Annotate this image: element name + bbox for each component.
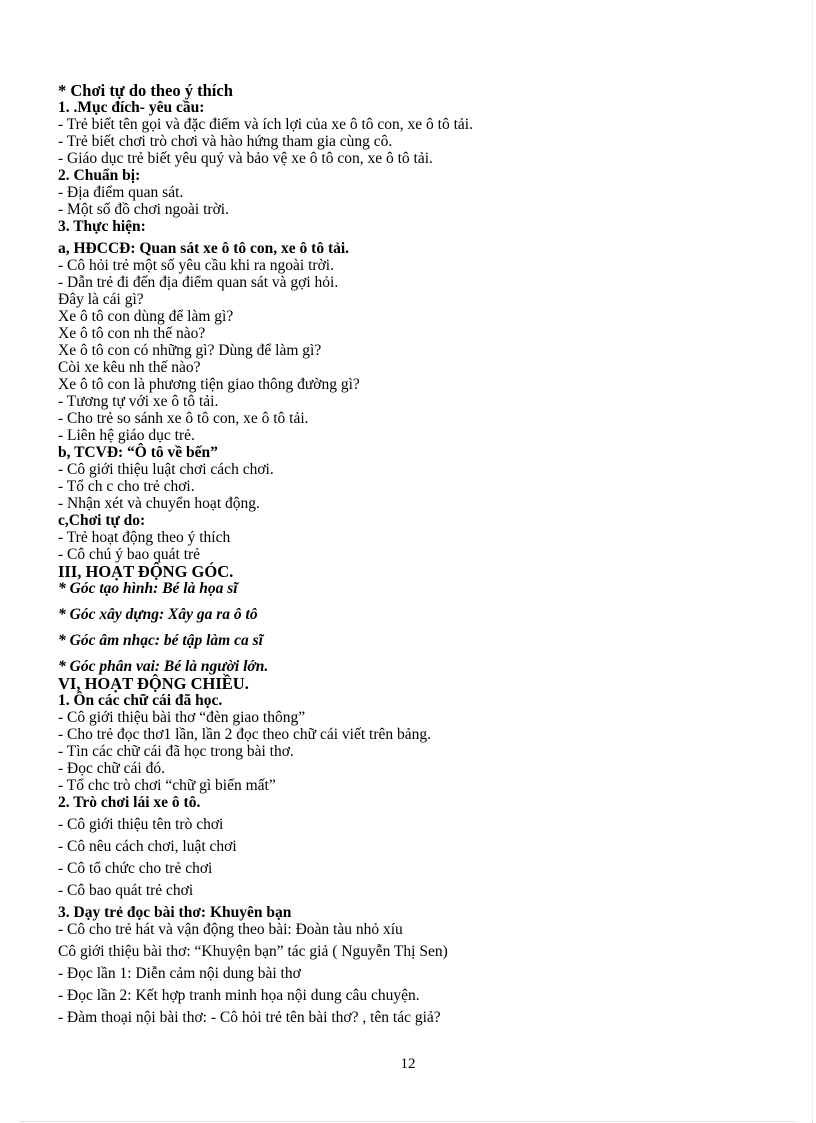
text-line: - Cô hỏi trẻ một số yêu cầu khi ra ngoài trời.: [58, 257, 334, 274]
text-line: - Đàm thoại nội bài thơ: - Cô hỏi trẻ tên bài thơ? , tên tác giả?: [58, 1009, 441, 1026]
text-line: - Đọc lần 1: Diễn cảm nội dung bài thơ: [58, 965, 301, 982]
text-line: b, TCVĐ: “Ô tô về bến”: [58, 444, 218, 461]
page-bottom-border: [20, 1121, 796, 1122]
text-line: * Góc xây dựng: Xây ga ra ô tô: [58, 606, 258, 623]
page-number: 12: [400, 1056, 416, 1072]
text-line: - Trẻ hoạt động theo ý thích: [58, 529, 231, 546]
text-line: - Tương tự với xe ô tô tải.: [58, 393, 219, 410]
text-line: 3. Dạy trẻ đọc bài thơ: Khuyên bạn: [58, 904, 292, 921]
text-line: - Cô tổ chức cho trẻ chơi: [58, 860, 213, 877]
text-line: - Dẫn trẻ đi đến địa điểm quan sát và gợi hỏi.: [58, 274, 339, 291]
text-line: - Đọc chữ cái đó.: [58, 760, 165, 777]
document-body: [58, 82, 758, 1026]
text-line: - Cô bao quát trẻ chơi: [58, 882, 194, 899]
text-line: * Chơi tự do theo ý thích: [58, 81, 233, 100]
text-line: - Cô nêu cách chơi, luật chơi: [58, 838, 237, 855]
text-line: III, HOẠT ĐỘNG GÓC.: [58, 562, 234, 581]
text-line: - Địa điểm quan sát.: [58, 184, 184, 201]
text-line: * Góc tạo hình: Bé là họa sĩ: [58, 580, 238, 597]
text-line: 2. Trò chơi lái xe ô tô.: [58, 794, 201, 811]
text-line: Còi xe kêu nh thế nào?: [58, 359, 201, 376]
text-line: - Cô chú ý bao quát trẻ: [58, 546, 201, 563]
text-line: - Cho trẻ đọc thơ1 lần, lần 2 đọc theo chữ cái viết trên bảng.: [58, 726, 431, 743]
text-line: - Đọc lần 2: Kết hợp tranh minh họa nội dung câu chuyện.: [58, 987, 420, 1004]
text-line: a, HĐCCĐ: Quan sát xe ô tô con, xe ô tô tải.: [58, 240, 350, 257]
page-right-border: [812, 0, 813, 1123]
text-line: Xe ô tô con có những gì? Dùng để làm gì?: [58, 342, 322, 359]
text-line: Xe ô tô con là phương tiện giao thông đường gì?: [58, 376, 360, 393]
text-line: Đây là cái gì?: [58, 291, 144, 308]
text-line: 1. Ôn các chữ cái đã học.: [58, 692, 223, 709]
text-line: - Cô cho trẻ hát và vận động theo bài: Đoàn tàu nhỏ xíu: [58, 921, 403, 938]
text-line: 2. Chuẩn bị:: [58, 167, 141, 184]
text-line: - Tổ chc trò chơi “chữ gì biến mất”: [58, 777, 276, 794]
text-line: - Cô giới thiệu bài thơ “đèn giao thông”: [58, 709, 306, 726]
text-line: - Cô giới thiệu tên trò chơi: [58, 816, 224, 833]
text-line: - Liên hệ giáo dục trẻ.: [58, 427, 195, 444]
text-line: VI, HOẠT ĐỘNG CHIỀU.: [58, 674, 249, 693]
text-line: - Tìn các chữ cái đã học trong bài thơ.: [58, 743, 294, 760]
text-line: Xe ô tô con dùng để làm gì?: [58, 308, 234, 325]
text-line: - Cho trẻ so sánh xe ô tô con, xe ô tô tải.: [58, 410, 309, 427]
text-line: - Tổ ch c cho trẻ chơi.: [58, 478, 195, 495]
text-line: * Góc âm nhạc: bé tập làm ca sĩ: [58, 632, 263, 649]
text-line: 3. Thực hiện:: [58, 218, 146, 235]
text-line: - Trẻ biết chơi trò chơi và hào hứng tham gia cùng cô.: [58, 133, 393, 150]
text-line: - Trẻ biết tên gọi và đặc điểm và ích lợi của xe ô tô con, xe ô tô tải.: [58, 116, 473, 133]
text-line: 1. .Mục đích- yêu cầu:: [58, 99, 205, 116]
text-line: - Giáo dục trẻ biết yêu quý và bảo vệ xe ô tô con, xe ô tô tải.: [58, 150, 433, 167]
text-line: Xe ô tô con nh thế nào?: [58, 325, 206, 342]
text-line: * Góc phân vai: Bé là người lớn.: [58, 658, 269, 675]
text-line: Cô giới thiệu bài thơ: “Khuyện bạn” tác giả ( Nguyễn Thị Sen): [58, 943, 448, 960]
text-line: - Cô giới thiệu luật chơi cách chơi.: [58, 461, 274, 478]
text-line: - Một số đồ chơi ngoài trời.: [58, 201, 229, 218]
text-line: - Nhận xét và chuyển hoạt động.: [58, 495, 260, 512]
text-line: c,Chơi tự do:: [58, 512, 146, 529]
